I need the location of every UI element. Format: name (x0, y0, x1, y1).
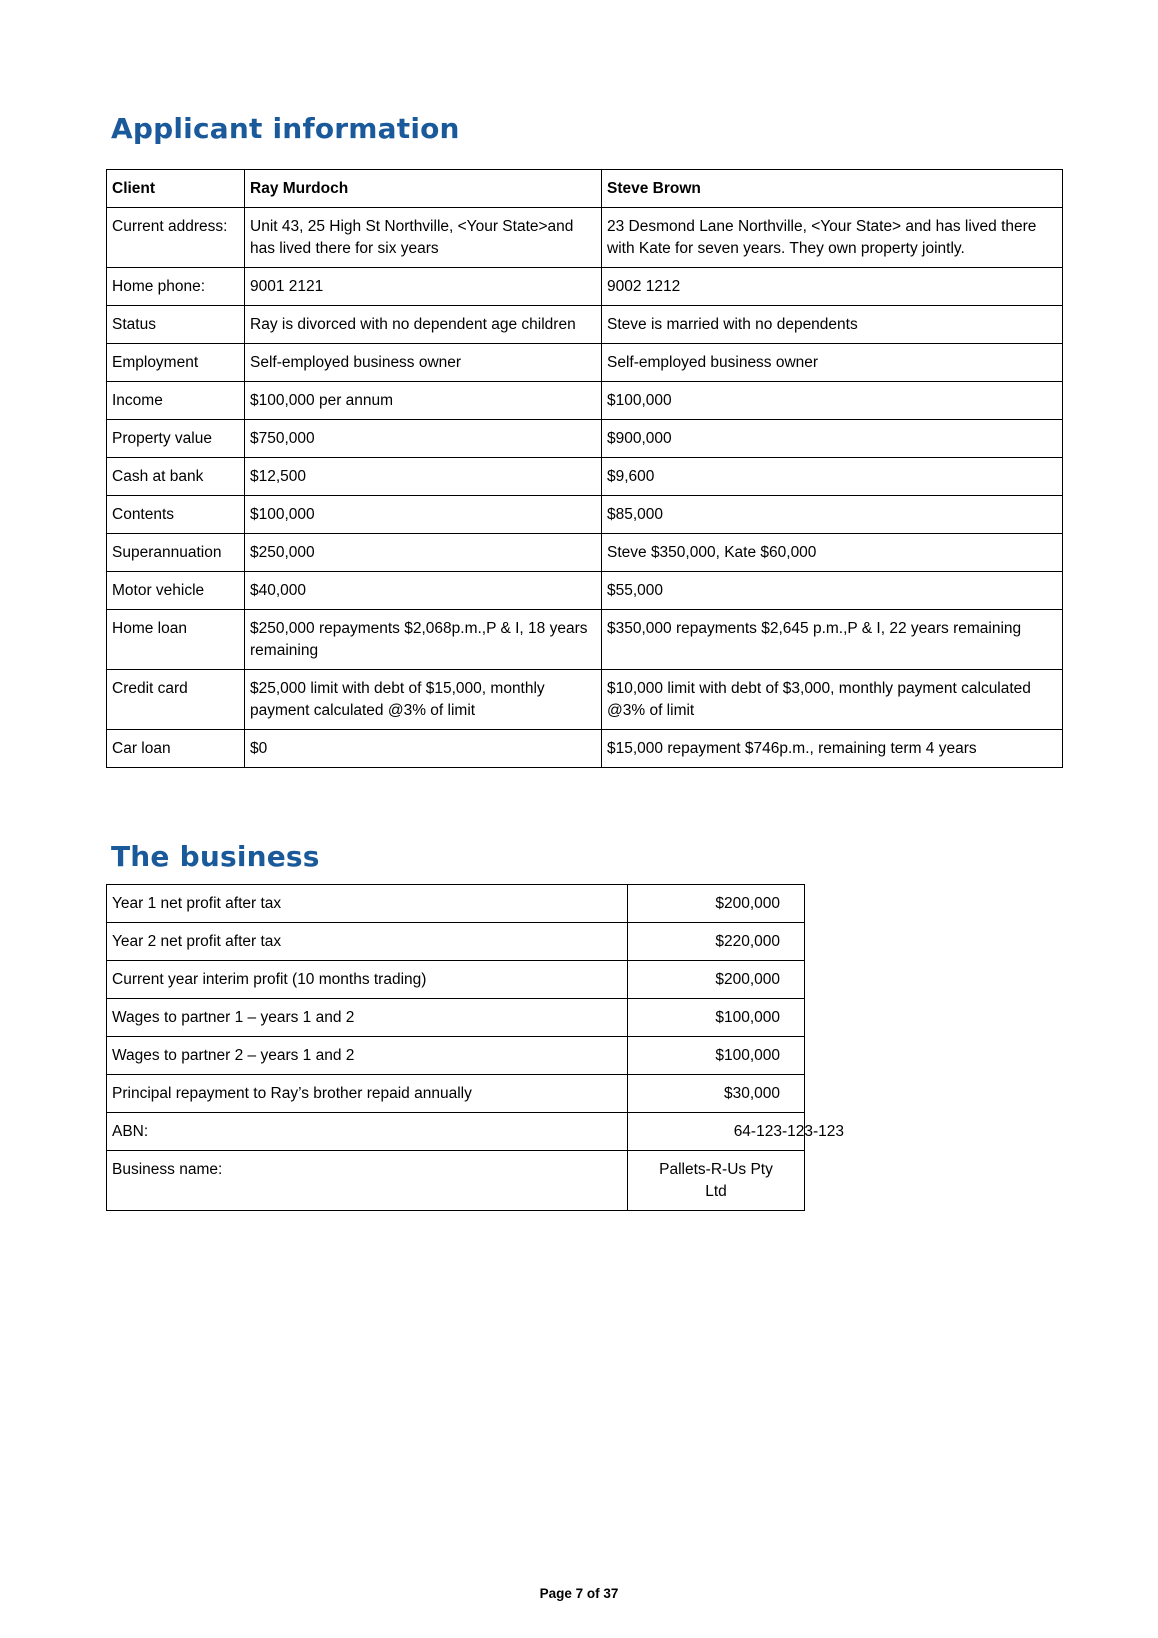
table-row (107, 344, 1063, 382)
row-label: Wages to partner 2 – years 1 and 2 (107, 1037, 628, 1075)
steve-value: $85,000 (602, 496, 1063, 534)
row-label: Home loan (107, 610, 245, 670)
ray-value: $250,000 (245, 534, 602, 572)
table-row (107, 534, 1063, 572)
ray-value: $40,000 (245, 572, 602, 610)
steve-value: Steve is married with no dependents (602, 306, 1063, 344)
steve-value: $15,000 repayment $746p.m., remaining term 4 years (602, 730, 1063, 768)
row-label: Current address: (107, 208, 245, 268)
row-label: Wages to partner 1 – years 1 and 2 (107, 999, 628, 1037)
table-row (107, 572, 1063, 610)
table-row (107, 730, 1063, 768)
row-value: $100,000 (628, 1037, 805, 1075)
header-steve-brown: Steve Brown (602, 170, 1063, 208)
ray-value: Unit 43, 25 High St Northville, <Your State>and has lived there for six years (245, 208, 602, 268)
row-label: ABN: (107, 1113, 628, 1151)
header-ray-murdoch: Ray Murdoch (245, 170, 602, 208)
row-label: Current year interim profit (10 months trading) (107, 961, 628, 999)
business-table (106, 884, 844, 1211)
table-row (107, 306, 1063, 344)
row-label: Principal repayment to Ray’s brother repaid annually (107, 1075, 628, 1113)
ray-value: 9001 2121 (245, 268, 602, 306)
table-row (107, 610, 1063, 670)
steve-value: $900,000 (602, 420, 1063, 458)
table-row (107, 1113, 805, 1151)
table-row (107, 382, 1063, 420)
header-client: Client (107, 170, 245, 208)
table-row (107, 1075, 805, 1113)
table-row (107, 268, 1063, 306)
table-row (107, 496, 1063, 534)
ray-value: $0 (245, 730, 602, 768)
row-value: $30,000 (628, 1075, 805, 1113)
ray-value: $12,500 (245, 458, 602, 496)
table-row (107, 670, 1063, 730)
steve-value: 23 Desmond Lane Northville, <Your State> and has lived there with Kate for seven years. They own property jointly. (602, 208, 1063, 268)
steve-value: Steve $350,000, Kate $60,000 (602, 534, 1063, 572)
steve-value: $55,000 (602, 572, 1063, 610)
table-row (107, 1151, 805, 1211)
table-row (107, 1037, 805, 1075)
row-label: Credit card (107, 670, 245, 730)
row-label: Car loan (107, 730, 245, 768)
row-label: Home phone: (107, 268, 245, 306)
row-label: Cash at bank (107, 458, 245, 496)
ray-value: Ray is divorced with no dependent age children (245, 306, 602, 344)
row-label: Year 1 net profit after tax (107, 885, 628, 923)
row-value: $220,000 (628, 923, 805, 961)
table-row (107, 885, 805, 923)
table-row (107, 923, 805, 961)
ray-value: $750,000 (245, 420, 602, 458)
table-row (107, 458, 1063, 496)
table-row (107, 208, 1063, 268)
ray-value: Self-employed business owner (245, 344, 602, 382)
row-label: Motor vehicle (107, 572, 245, 610)
applicant-information-table (106, 169, 1063, 768)
table-header-row (107, 170, 1063, 208)
row-label: Superannuation (107, 534, 245, 572)
row-label: Employment (107, 344, 245, 382)
page-number: Page 7 of 37 (539, 1586, 619, 1601)
ray-value: $100,000 (245, 496, 602, 534)
row-value: $200,000 (628, 885, 805, 923)
business-heading: The business (111, 840, 320, 873)
row-label: Income (107, 382, 245, 420)
row-value: $200,000 (628, 961, 805, 999)
table-row (107, 999, 805, 1037)
business-name-value: Pallets-R-Us Pty Ltd (628, 1151, 805, 1211)
steve-value: $350,000 repayments $2,645 p.m.,P & I, 22 years remaining (602, 610, 1063, 670)
row-label: Status (107, 306, 245, 344)
applicant-information-heading: Applicant information (111, 112, 460, 145)
steve-value: $100,000 (602, 382, 1063, 420)
table-row (107, 961, 805, 999)
row-value: $100,000 (628, 999, 805, 1037)
abn-value: 64-123-123-123 (733, 1123, 844, 1140)
steve-value: $10,000 limit with debt of $3,000, monthly payment calculated @3% of limit (602, 670, 1063, 730)
ray-value: $100,000 per annum (245, 382, 602, 420)
ray-value: $250,000 repayments $2,068p.m.,P & I, 18 years remaining (245, 610, 602, 670)
table-row (107, 420, 1063, 458)
steve-value: 9002 1212 (602, 268, 1063, 306)
row-label: Property value (107, 420, 245, 458)
ray-value: $25,000 limit with debt of $15,000, monthly payment calculated @3% of limit (245, 670, 602, 730)
row-label: Year 2 net profit after tax (107, 923, 628, 961)
abn-value-cell (628, 1113, 844, 1151)
row-label: Contents (107, 496, 245, 534)
row-label: Business name: (107, 1151, 628, 1211)
steve-value: Self-employed business owner (602, 344, 1063, 382)
steve-value: $9,600 (602, 458, 1063, 496)
